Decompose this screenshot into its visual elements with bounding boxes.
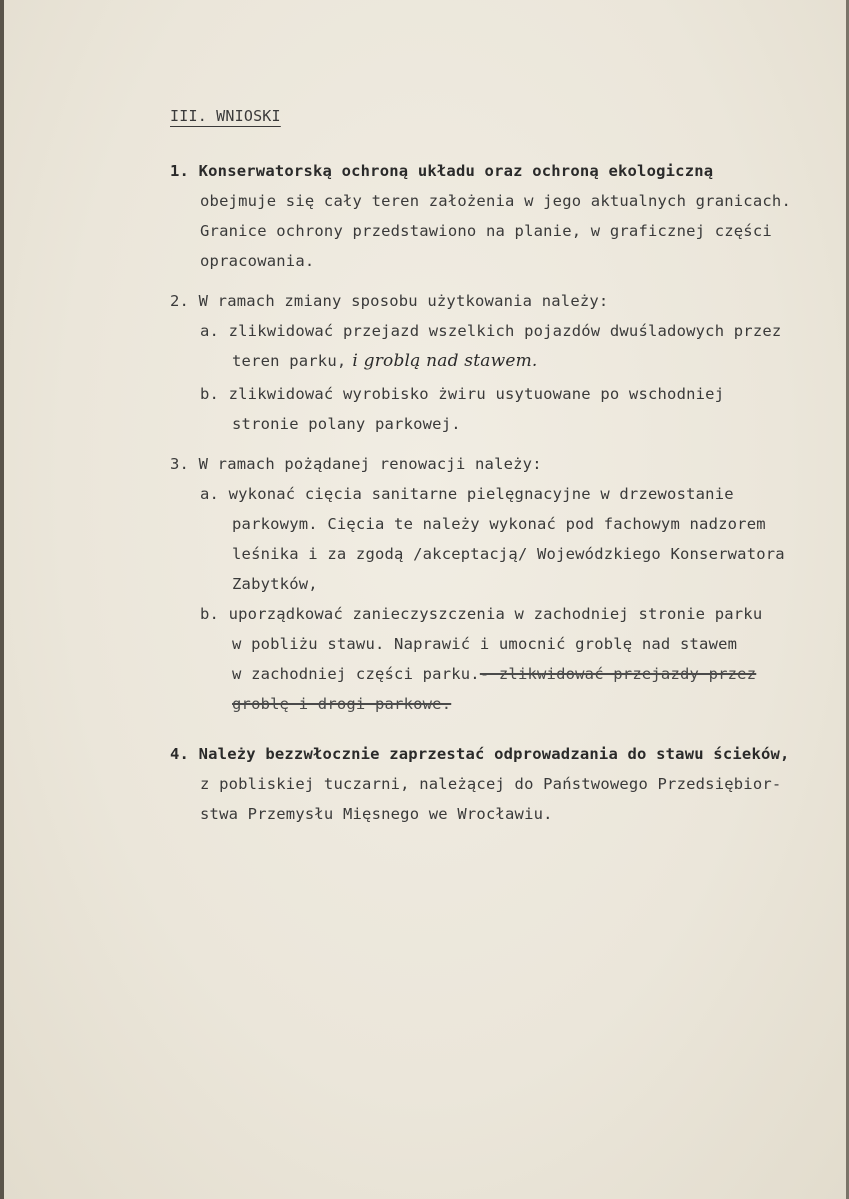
item-3a-line-4: Zabytków,: [232, 575, 318, 593]
item-1-line-4: opracowania.: [200, 252, 315, 270]
item-2a-line-1: a. zlikwidować przejazd wszelkich pojazdów dwuśladowych przez: [200, 322, 782, 340]
item-1-line-3: Granice ochrony przedstawiono na planie, w graficznej części: [200, 222, 772, 240]
struck-through-text: - zlikwidować przejazdy przez: [479, 665, 757, 683]
section-heading: III. WNIOSKI: [170, 107, 281, 125]
item-3a-line-3: leśnika i za zgodą /akceptacją/ Wojewódzkiego Konserwatora: [232, 545, 785, 563]
item-2b-line-2: stronie polany parkowej.: [232, 415, 461, 433]
item-2b-line-1: b. zlikwidować wyrobisko żwiru usytuowane po wschodniej: [200, 385, 725, 403]
item-2a-line-2: [232, 352, 538, 370]
item-4-line-3: stwa Przemysłu Mięsnego we Wrocławiu.: [200, 805, 553, 823]
item-2-line-1: 2. W ramach zmiany sposobu użytkowania należy:: [170, 292, 609, 310]
item-3b-line-1: b. uporządkować zanieczyszczenia w zachodniej stronie parku: [200, 605, 763, 623]
item-3-line-1: 3. W ramach pożądanej renowacji należy:: [170, 455, 542, 473]
item-1-line-1: 1. Konserwatorską ochroną układu oraz ochroną ekologiczną: [170, 162, 714, 180]
item-3b-typed-text: w zachodniej części parku.: [232, 665, 480, 683]
item-3b-line-4-struck: groblę i drogi parkowe.: [232, 695, 452, 713]
handwritten-insertion: i groblą nad stawem.: [352, 351, 538, 371]
item-3a-line-1: a. wykonać cięcia sanitarne pielęgnacyjne w drzewostanie: [200, 485, 734, 503]
item-2a-typed-text: teren parku,: [232, 352, 347, 370]
item-3b-line-2: w pobliżu stawu. Naprawić i umocnić groblę nad stawem: [232, 635, 738, 653]
item-3a-line-2: parkowym. Cięcia te należy wykonać pod fachowym nadzorem: [232, 515, 766, 533]
page-edge-left: [0, 0, 4, 1199]
item-4-line-1: 4. Należy bezzwłocznie zaprzestać odprowadzania do stawu ścieków,: [170, 745, 790, 763]
item-1-line-2: obejmuje się cały teren założenia w jego aktualnych granicach.: [200, 192, 791, 210]
item-3b-line-3: [232, 665, 756, 683]
item-4-line-2: z pobliskiej tuczarni, należącej do Państwowego Przedsiębior-: [200, 775, 782, 793]
